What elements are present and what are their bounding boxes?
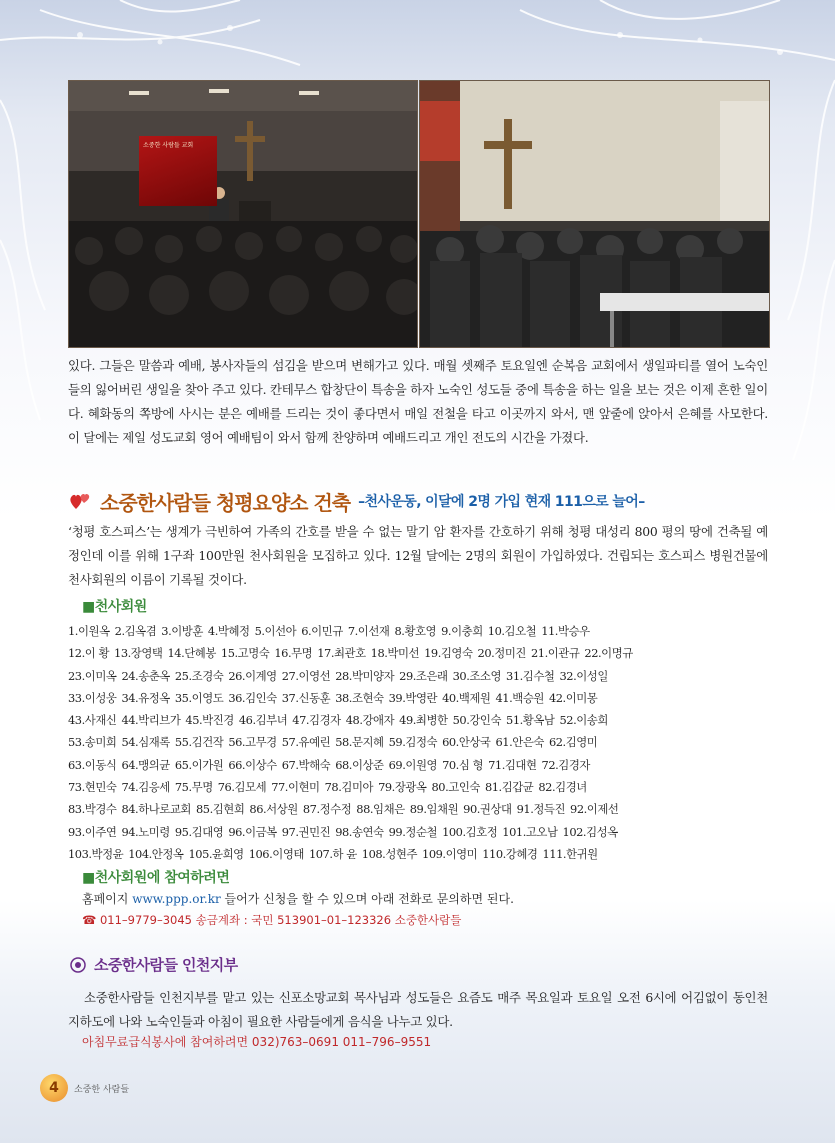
join-instructions — [82, 890, 514, 907]
projection-screen — [139, 136, 217, 206]
member-name: 107.하 윤 — [308, 846, 357, 861]
member-name: 47.김경자 — [292, 713, 341, 728]
member-name: 64.맹의균 — [121, 757, 170, 772]
member-name: 28.박미양자 — [335, 668, 395, 683]
members-row — [68, 754, 768, 776]
member-name: 105.윤희영 — [188, 846, 244, 861]
members-row — [68, 709, 768, 731]
member-name: 34.유정옥 — [121, 690, 170, 705]
member-name: 41.백승원 — [495, 690, 544, 705]
member-name: 19.김영숙 — [424, 646, 473, 661]
member-name: 18.박미선 — [370, 646, 420, 661]
member-name: 54.심재록 — [121, 735, 170, 750]
member-name: 90.권상대 — [463, 802, 512, 817]
member-name: 33.이성웅 — [68, 690, 117, 705]
member-name: 31.김수철 — [506, 668, 555, 683]
members-row — [68, 821, 768, 843]
incheon-contact: 아침무료급식봉사에 참여하려면 032)763–0691 011–796–9551 — [82, 1035, 432, 1049]
member-name: 11.박승우 — [541, 624, 590, 638]
prayer-scene-graphic — [420, 81, 769, 347]
member-name: 96.이금복 — [228, 824, 277, 839]
member-name: 55.김건작 — [174, 735, 224, 750]
member-name: 106.이영태 — [248, 846, 304, 861]
member-name: 12.이 황 — [68, 646, 110, 661]
member-name: 26.이계영 — [228, 668, 277, 683]
join-prefix: 홈페이지 — [82, 892, 133, 906]
join-suffix: 들어가 신청을 할 수 있으며 아래 전화로 문의하면 된다. — [220, 892, 514, 906]
member-name: 86.서상원 — [249, 802, 298, 817]
member-name: 99.정순철 — [388, 824, 438, 839]
member-name: 21.이관규 — [530, 646, 580, 661]
member-name: 56.고무경 — [228, 735, 277, 750]
member-name: 89.임채원 — [409, 802, 459, 817]
member-name: 24.송춘옥 — [121, 668, 170, 683]
member-name: 5.이선아 — [254, 624, 297, 638]
member-name: 44.박리브가 — [121, 713, 181, 728]
member-name: 61.안은숙 — [495, 735, 544, 750]
member-name: 85.김현희 — [195, 802, 245, 817]
member-name: 7.이선재 — [347, 624, 390, 638]
frost-branch-left-decoration — [0, 90, 70, 490]
footer-label: 소중한 사람들 — [74, 1084, 130, 1095]
member-name: 111.한귀원 — [542, 846, 598, 861]
incheon-header — [70, 954, 238, 975]
frost-branch-right-decoration — [768, 60, 835, 480]
member-name: 68.이상준 — [335, 757, 384, 772]
member-name: 100.김호정 — [442, 824, 498, 839]
member-name: 45.박진경 — [185, 713, 234, 728]
member-name: 62.김영미 — [548, 735, 598, 750]
member-name: 51.황옥남 — [506, 713, 555, 728]
frost-branches-decoration — [0, 0, 835, 90]
member-name: 95.김대영 — [174, 824, 224, 839]
member-name: 103.박정윤 — [68, 846, 124, 861]
member-name: 9.이충희 — [441, 624, 483, 638]
circle-dot-icon — [70, 957, 86, 973]
member-name: 109.이영미 — [422, 846, 478, 861]
contact-line — [82, 912, 461, 928]
member-name: 92.이제선 — [570, 802, 619, 817]
page-number: 4 — [40, 1074, 68, 1102]
member-name: 69.이원영 — [388, 757, 438, 772]
member-name: 36.김인숙 — [228, 690, 277, 705]
members-row — [68, 776, 768, 798]
member-name: 83.박경수 — [68, 802, 117, 817]
member-name: 81.김갑균 — [484, 780, 534, 795]
member-name: 53.송미희 — [68, 735, 117, 750]
member-name: 82.김경녀 — [538, 780, 587, 795]
member-name: 84.하나로교회 — [121, 802, 191, 817]
members-row — [68, 620, 768, 642]
member-name: 17.최관호 — [317, 646, 366, 661]
member-name: 22.이명규 — [584, 646, 633, 661]
members-row — [68, 642, 768, 664]
member-name: 30.조소영 — [452, 668, 502, 683]
member-name: 58.문지혜 — [335, 735, 384, 750]
member-name: 87.정수정 — [302, 802, 352, 817]
member-name: 20.정미진 — [477, 646, 526, 661]
member-name: 97.권민진 — [281, 824, 331, 839]
member-name: 65.이가원 — [174, 757, 224, 772]
member-name: 1.이원옥 — [68, 624, 110, 638]
member-name: 13.장영택 — [114, 646, 163, 661]
member-name: 38.조현숙 — [335, 690, 384, 705]
members-row — [68, 843, 768, 865]
member-name: 102.김성옥 — [562, 824, 618, 839]
phone-icon: ☎ — [82, 913, 100, 927]
member-name: 77.이현미 — [271, 780, 320, 795]
members-row — [68, 687, 768, 709]
member-name: 4.박혜정 — [207, 624, 250, 638]
member-name: 29.조은래 — [399, 668, 448, 683]
incheon-paragraph: 소중한사람들 인천지부를 맡고 있는 신포소망교회 목사님과 성도들은 요즘도 매주 목요일과 토요일 오전 6시에 어김없이 동인천 지하도에 나와 노숙인들과 아침이 필요한 사람들에게 음식을 나누고 있다. — [68, 990, 768, 1029]
worship-scene-graphic — [69, 81, 417, 347]
member-name: 57.유예린 — [281, 735, 331, 750]
member-name: 42.이미몽 — [548, 690, 598, 705]
member-name: 3.이방훈 — [161, 624, 203, 638]
member-name: 71.김대현 — [488, 757, 537, 772]
members-heading: ■천사회원 — [82, 599, 147, 615]
member-name: 75.무명 — [174, 780, 213, 795]
member-name: 98.송연숙 — [335, 824, 384, 839]
members-row — [68, 665, 768, 687]
member-name: 74.김응세 — [121, 780, 170, 795]
member-name: 27.이영선 — [281, 668, 331, 683]
prayer-congregation-photo — [419, 80, 770, 348]
member-name: 40.백제원 — [442, 690, 491, 705]
contact-text: 011–9779–3045 송금계좌 : 국민 513901–01–123326 소중한사람들 — [99, 913, 462, 927]
join-heading: ■천사회원에 참여하려면 — [82, 870, 230, 886]
member-name: 73.현민숙 — [68, 780, 117, 795]
member-name: 60.안상국 — [442, 735, 491, 750]
member-name: 76.김모세 — [217, 780, 267, 795]
member-name: 52.이송희 — [559, 713, 608, 728]
homepage-link[interactable]: www.ppp.or.kr — [132, 892, 221, 906]
member-name: 35.이영도 — [174, 690, 224, 705]
member-name: 80.고인숙 — [431, 780, 480, 795]
member-name: 6.이민규 — [301, 624, 343, 638]
member-name: 70.심 형 — [442, 757, 484, 772]
members-row — [68, 731, 768, 753]
members-row — [68, 798, 768, 820]
section-subtitle: –천사운동, 이달에 2명 가입 현재 111으로 늘어– — [358, 494, 645, 510]
member-name: 108.성현주 — [361, 846, 418, 861]
member-name: 10.김오철 — [487, 624, 537, 638]
member-name: 78.김미아 — [324, 780, 374, 795]
member-name: 101.고오남 — [502, 824, 558, 839]
member-name: 93.이주연 — [68, 824, 117, 839]
member-name: 23.이미옥 — [68, 668, 117, 683]
member-name: 43.사재신 — [68, 713, 117, 728]
member-name: 91.정득진 — [516, 802, 566, 817]
member-name: 48.강애자 — [345, 713, 395, 728]
member-name: 32.이성일 — [559, 668, 608, 683]
member-name: 15.고명숙 — [220, 646, 270, 661]
member-name: 88.임채은 — [356, 802, 405, 817]
member-name: 63.이동식 — [68, 757, 117, 772]
member-name: 66.이상수 — [228, 757, 277, 772]
member-name: 16.무명 — [274, 646, 313, 661]
projection-screen-text: 소중한 사람들 교회 — [143, 142, 194, 149]
member-name: 39.박영란 — [388, 690, 438, 705]
page-footer — [40, 1074, 129, 1102]
worship-service-photo — [68, 80, 418, 348]
member-name: 79.장광옥 — [378, 780, 427, 795]
incheon-title: 소중한사람들 인천지부 — [94, 956, 238, 974]
member-name: 67.박해숙 — [281, 757, 331, 772]
member-name: 72.김경자 — [541, 757, 590, 772]
member-name: 59.김정숙 — [388, 735, 438, 750]
member-name: 46.김부녀 — [238, 713, 288, 728]
member-name: 25.조경숙 — [174, 668, 224, 683]
section-header-hospice — [68, 486, 788, 516]
member-name: 49.최병한 — [399, 713, 448, 728]
members-list — [68, 620, 768, 865]
member-name: 94.노미령 — [121, 824, 170, 839]
intro-paragraph: 있다. 그들은 말씀과 예배, 봉사자들의 섬김을 받으며 변해가고 있다. 매월 셋째주 토요일엔 순복음 교회에서 생일파티를 열어 노숙인들의 잃어버린 생일을 찾아 주고 있다. 칸테무스 합창단이 특송을 하자 노숙인 성도들 중에 특송을 하는 일을 보는 것은 이제 흔한 일이다. 혜화동의 쪽방에 사시는 분은 예배를 드리는 것이 좋다면서 매일 전철을 타고 이곳까지 와서, 맨 앞줄에 앉아서 은혜를 사모한다. 이 달에는 제일 성도교회 영어 예배팀이 와서 함께 찬양하며 예배드리고 개인 전도의 시간을 가졌다. — [68, 358, 768, 445]
member-name: 8.황호영 — [394, 624, 437, 638]
section-title: 소중한사람들 청평요양소 건축 — [100, 490, 351, 515]
member-name: 104.안정옥 — [128, 846, 184, 861]
hearts-icon — [68, 489, 92, 513]
member-name: 2.김옥겸 — [114, 624, 157, 638]
member-name: 50.강인숙 — [452, 713, 502, 728]
member-name: 14.단혜봉 — [167, 646, 216, 661]
hospice-paragraph: ‘청평 호스피스’는 생계가 극빈하여 가족의 간호를 받을 수 없는 말기 암 환자를 간호하기 위해 청평 대성리 800 평의 땅에 건축될 예정인데 이를 위해 1구좌 100만원 천사회원을 모집하고 있다. 12월 달에는 2명의 회원이 가입하였다. 건립되는 호스피스 병원건물에 천사회원의 이름이 기록될 것이다. — [68, 524, 768, 587]
member-name: 37.신동훈 — [281, 690, 331, 705]
member-name: 110.강혜경 — [482, 846, 538, 861]
